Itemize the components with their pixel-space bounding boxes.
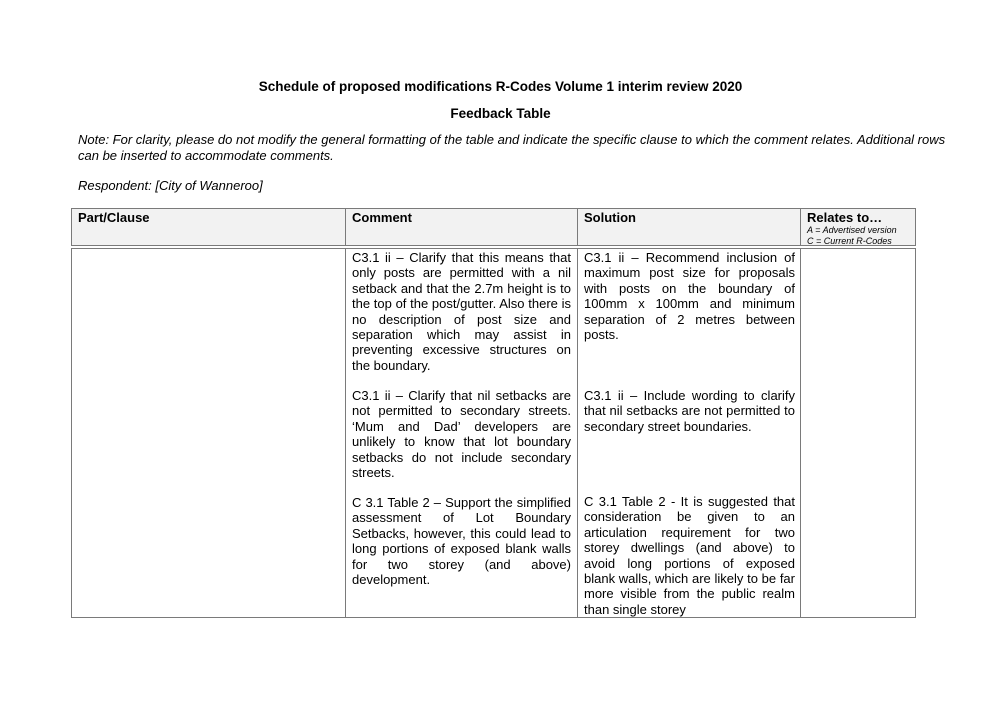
solution-paragraph: C 3.1 Table 2 - It is suggested that consideration be given to an articulation requirement for two storey dwellings (and above) to avoid long portions of exposed blank walls, which are likely to be far more visible from the public realm than single storey bbox=[584, 494, 795, 617]
solution-paragraph: C3.1 ii – Recommend inclusion of maximum post size for proposals with posts on the boundary of 100mm x 100mm and minimum separation of 2 metres between posts. bbox=[584, 250, 795, 343]
column-divider bbox=[345, 208, 346, 246]
column-divider bbox=[577, 208, 578, 246]
comment-paragraph: C3.1 ii – Clarify that nil setbacks are not permitted to secondary streets. ‘Mum and Dad’ developers are unlikely to know that lot boundary setbacks do not include secondary streets. bbox=[352, 388, 571, 481]
column-divider bbox=[800, 208, 801, 246]
column-divider bbox=[800, 248, 801, 618]
table-header-row bbox=[71, 208, 916, 246]
solution-paragraph: C3.1 ii – Include wording to clarify that nil setbacks are not permitted to secondary street boundaries. bbox=[584, 388, 795, 434]
legend-current: C = Current R-Codes bbox=[807, 236, 892, 246]
respondent-line: Respondent: [City of Wanneroo] bbox=[78, 178, 263, 193]
header-solution: Solution bbox=[584, 210, 636, 225]
document-subtitle: Feedback Table bbox=[450, 106, 551, 121]
header-comment: Comment bbox=[352, 210, 412, 225]
column-divider bbox=[345, 248, 346, 618]
header-part-clause: Part/Clause bbox=[78, 210, 150, 225]
legend-advertised: A = Advertised version bbox=[807, 225, 897, 235]
header-relates-to: Relates to… bbox=[807, 210, 883, 225]
comment-paragraph: C3.1 ii – Clarify that this means that only posts are permitted with a nil setback and that the 2.7m height is to the top of the post/gutter. Also there is no description of post size and separation which may assist in preventing excessive structures on the boundary. bbox=[352, 250, 571, 373]
document-title: Schedule of proposed modifications R-Codes Volume 1 interim review 2020 bbox=[258, 79, 743, 94]
formatting-note: Note: For clarity, please do not modify the general formatting of the table and indicate the specific clause to which the comment relates. Additional rows can be inserted to accommodate comments. bbox=[78, 132, 946, 163]
comment-paragraph: C 3.1 Table 2 – Support the simplified assessment of Lot Boundary Setbacks, however, this could lead to long portions of exposed blank walls for two storey (and above) development. bbox=[352, 495, 571, 588]
column-divider bbox=[577, 248, 578, 618]
